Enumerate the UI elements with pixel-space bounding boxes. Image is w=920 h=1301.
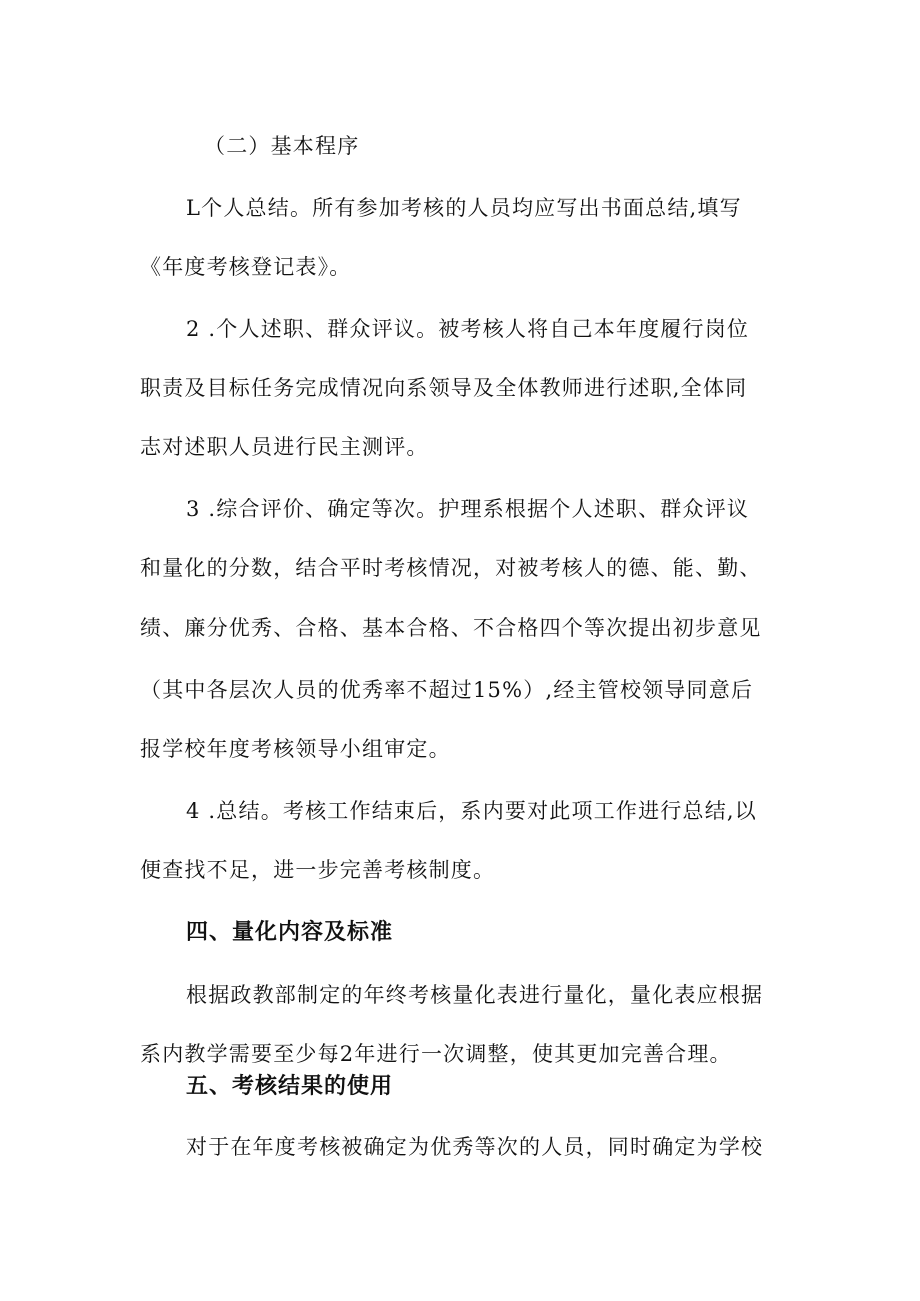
paragraph-line: 系内教学需要至少每2年进行一次调整，使其更加完善合理。	[140, 1042, 732, 1066]
section-heading-results-usage: 五、考核结果的使用	[186, 1074, 394, 1099]
paragraph-line: （其中各层次人员的优秀率不超过15%）,经主管校领导同意后	[140, 678, 754, 702]
paragraph-line: L个人总结。所有参加考核的人员均应写出书面总结,填写	[186, 196, 742, 220]
paragraph-line: 2 .个人述职、群众评议。被考核人将自己本年度履行岗位	[186, 317, 750, 341]
paragraph-line: 根据政教部制定的年终考核量化表进行量化，量化表应根据	[186, 983, 764, 1007]
paragraph-line: 职责及目标任务完成情况向系领导及全体教师进行述职,全体同	[140, 376, 748, 400]
paragraph-line: 绩、廉分优秀、合格、基本合格、不合格四个等次提出初步意见	[140, 616, 762, 640]
paragraph-line: 报学校年度考核领导小组审定。	[140, 737, 451, 761]
paragraph-line: 便查找不足，进一步完善考核制度。	[140, 858, 496, 882]
section-heading-quantification: 四、量化内容及标准	[186, 920, 394, 945]
paragraph-line: 4 .总结。考核工作结束后，系内要对此项工作进行总结,以	[186, 799, 757, 823]
section-subheading-basic-procedure: （二）基本程序	[204, 134, 360, 158]
paragraph-line: 《年度考核登记表》。	[140, 255, 352, 279]
paragraph-line: 和量化的分数，结合平时考核情况，对被考核人的德、能、勤、	[140, 556, 762, 580]
paragraph-line: 对于在年度考核被确定为优秀等次的人员，同时确定为学校	[186, 1135, 764, 1159]
paragraph-line: 志对述职人员进行民主测评。	[140, 435, 429, 459]
paragraph-line: 3 .综合评价、确定等次。护理系根据个人述职、群众评议	[186, 497, 750, 521]
